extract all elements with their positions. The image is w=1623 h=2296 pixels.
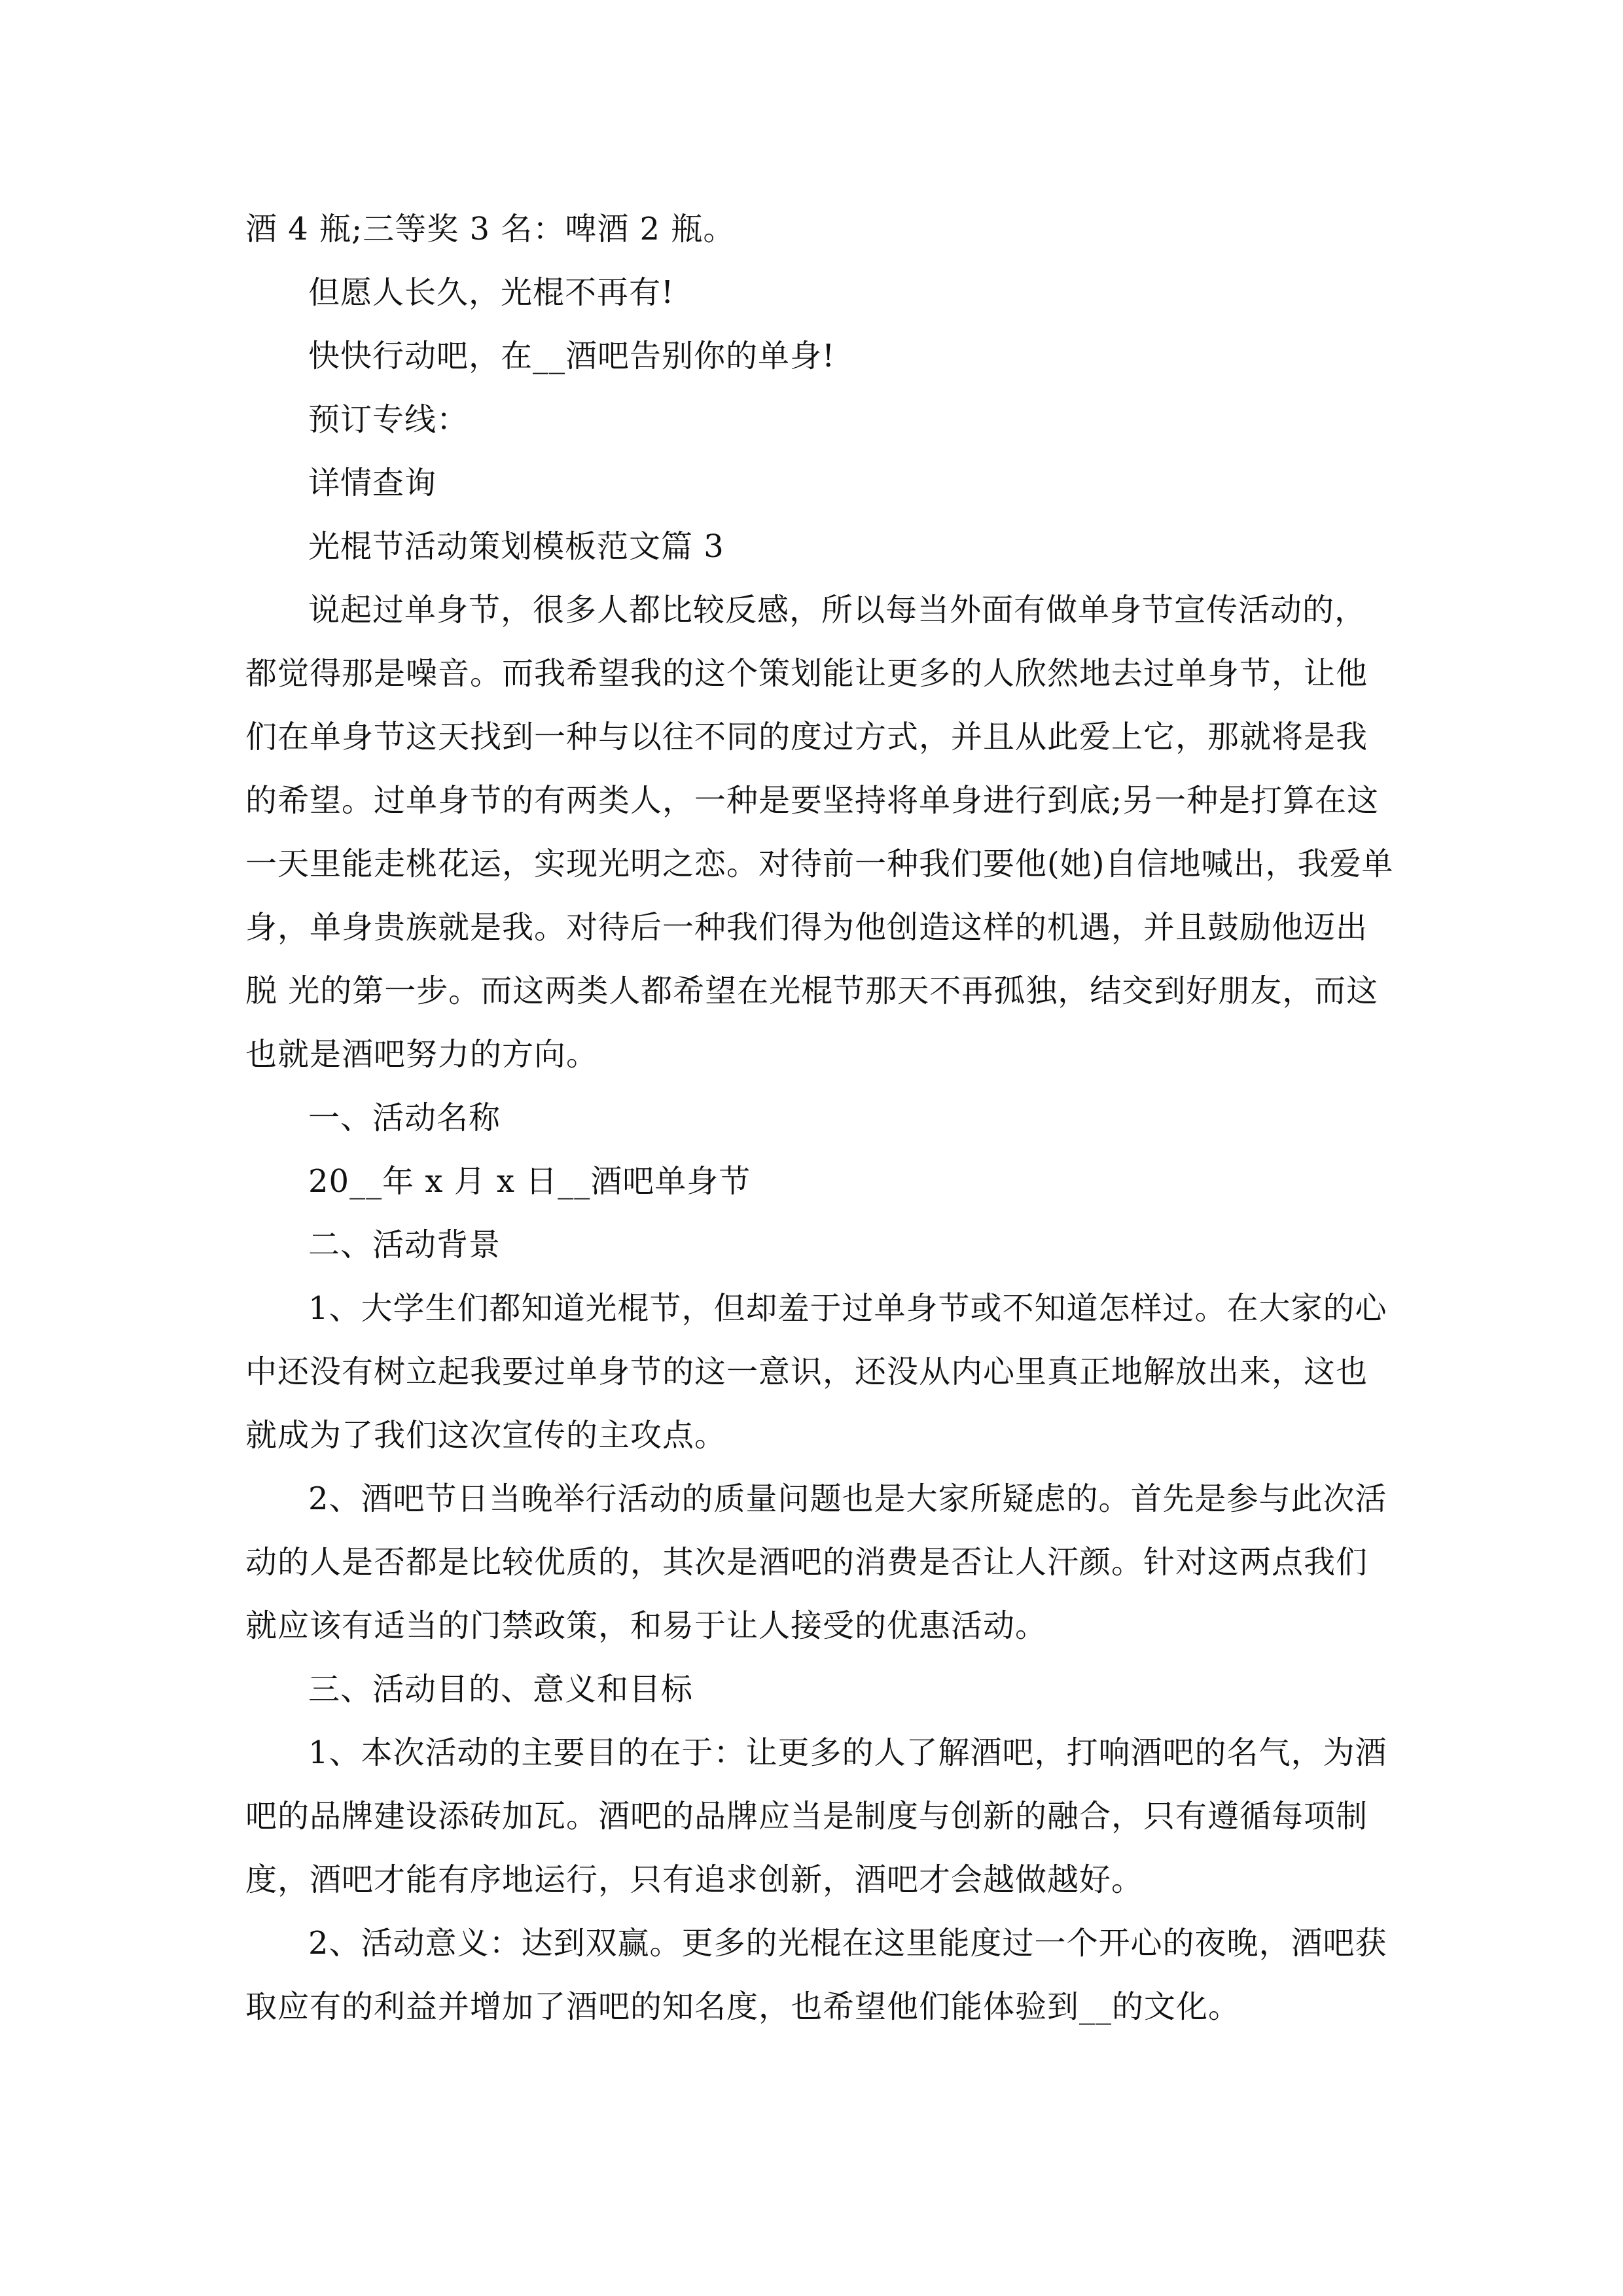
- section-title-template-3: 光棍节活动策划模板范文篇 3: [308, 528, 724, 565]
- heading-activity-name: 一、活动名称: [308, 1100, 501, 1136]
- paragraph-activity-name-value: 20__年 x 月 x 日__酒吧单身节: [308, 1163, 751, 1200]
- paragraph-booking-line: 预订专线：: [308, 401, 469, 438]
- heading-activity-goals: 三、活动目的、意义和目标: [308, 1671, 694, 1708]
- paragraph-background-2: 2、酒吧节日当晚举行活动的质量问题也是大家所疑虑的。首先是参与此次活动的人是否都是比较优质的，其次是酒吧的消费是否让人汗颜。针对这两点我们就应该有适当的门禁政策，和易于让人接受的优惠活动。: [245, 1480, 1387, 1644]
- heading-activity-background: 二、活动背景: [308, 1227, 501, 1263]
- paragraph-goal-2: 2、活动意义：达到双赢。更多的光棍在这里能度过一个开心的夜晚，酒吧获取应有的利益并增加了酒吧的知名度，也希望他们能体验到__的文化。: [245, 1925, 1387, 2025]
- paragraph-goal-1: 1、本次活动的主要目的在于：让更多的人了解酒吧，打响酒吧的名气，为酒吧的品牌建设添砖加瓦。酒吧的品牌应当是制度与创新的融合，只有遵循每项制度，酒吧才能有序地运行，只有追求创新，酒吧才会越做越好。: [245, 1734, 1387, 1898]
- paragraph-wish: 但愿人长久，光棍不再有!: [308, 274, 675, 311]
- paragraph-call-to-action: 快快行动吧，在__酒吧告别你的单身!: [308, 338, 836, 374]
- paragraph-prize-continuation: 酒 4 瓶;三等奖 3 名：啤酒 2 瓶。: [245, 211, 736, 247]
- paragraph-introduction: 说起过单身节，很多人都比较反感，所以每当外面有做单身节宣传活动的，都觉得那是噪音。而我希望我的这个策划能让更多的人欣然地去过单身节，让他们在单身节这天找到一种与以往不同的度过方式，并且从此爱上它，那就将是我的希望。过单身节的有两类人，一种是要坚持将单身进行到底;另一种是打算在这一天里能走桃花运，实现光明之恋。对待前一种我们要他(她)自信地喊出，我爱单身，单身贵族就是我。对待后一种我们得为他创造这样的机遇，并且鼓励他迈出脱 光的第一步。而这两类人都希望在光棍节那天不再孤独，结交到好朋友，而这也就是酒吧努力的方向。: [245, 592, 1394, 1073]
- paragraph-background-1: 1、大学生们都知道光棍节，但却羞于过单身节或不知道怎样过。在大家的心中还没有树立起我要过单身节的这一意识，还没从内心里真正地解放出来，这也就成为了我们这次宣传的主攻点。: [245, 1290, 1387, 1454]
- paragraph-details-inquiry: 详情查询: [308, 465, 437, 501]
- document-body: [245, 198, 1397, 2039]
